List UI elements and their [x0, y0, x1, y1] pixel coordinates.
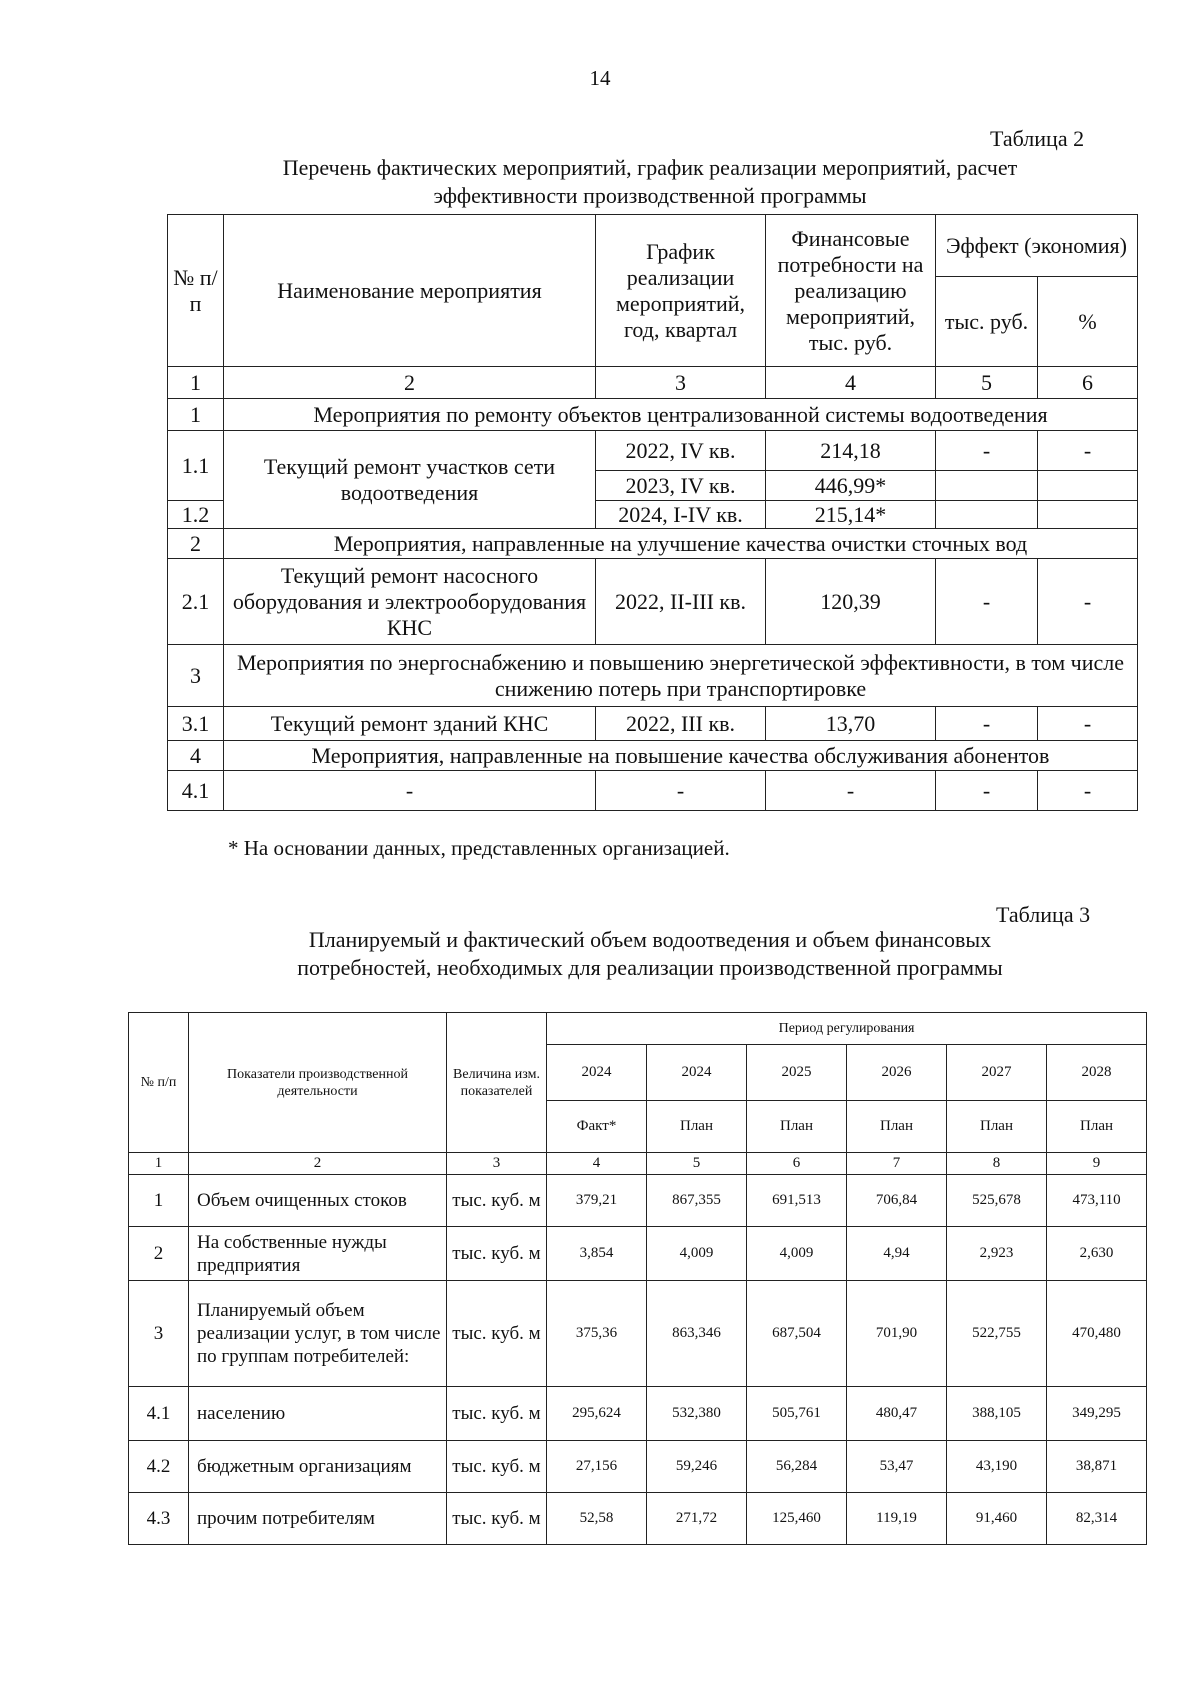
- t2-row-num: 2.1: [168, 559, 224, 645]
- t3-colnum: 7: [847, 1153, 947, 1175]
- t3-row-unit: тыс. куб. м: [447, 1227, 547, 1281]
- t2-row-schedule: -: [596, 771, 766, 811]
- t3-row-value: 687,504: [747, 1281, 847, 1387]
- t3-row-value: 505,761: [747, 1387, 847, 1441]
- t2-section-num: 4: [168, 741, 224, 771]
- t2-header-num: № п/ п: [168, 215, 224, 367]
- t2-header-name: Наименование мероприятия: [224, 215, 596, 367]
- t3-row-unit: тыс. куб. м: [447, 1281, 547, 1387]
- t3-row-value: 4,009: [747, 1227, 847, 1281]
- t2-colnum: 5: [936, 367, 1038, 399]
- t2-header-effect-rub: тыс. руб.: [936, 277, 1038, 367]
- t3-colnum: 9: [1047, 1153, 1147, 1175]
- t3-row-value: 119,19: [847, 1493, 947, 1545]
- table2-title: [150, 154, 1150, 210]
- t2-row-finance: 214,18: [766, 431, 936, 471]
- t3-row-value: 863,346: [647, 1281, 747, 1387]
- t3-row-value: 59,246: [647, 1441, 747, 1493]
- t3-row-unit: тыс. куб. м: [447, 1441, 547, 1493]
- t2-header-finance: Финансовые потребности на реализацию мероприятий, тыс. руб.: [766, 215, 936, 367]
- t3-row-value: 379,21: [547, 1175, 647, 1227]
- table3-title-line2: потребностей, необходимых для реализации производственной программы: [297, 955, 1003, 980]
- t2-row-name: Текущий ремонт зданий КНС: [224, 707, 596, 741]
- t2-row-effect-pct: -: [1038, 431, 1138, 471]
- t3-row-unit: тыс. куб. м: [447, 1387, 547, 1441]
- t3-colnum: 1: [129, 1153, 189, 1175]
- t3-row-value: 125,460: [747, 1493, 847, 1545]
- t3-row-name: бюджетным организациям: [189, 1441, 447, 1493]
- t2-row-effect-rub: -: [936, 559, 1038, 645]
- t3-row-name: прочим потребителям: [189, 1493, 447, 1545]
- t3-row-value: 2,630: [1047, 1227, 1147, 1281]
- t2-colnum: 3: [596, 367, 766, 399]
- t2-colnum: 4: [766, 367, 936, 399]
- t2-section-num: 2: [168, 529, 224, 559]
- t3-row-value: 470,480: [1047, 1281, 1147, 1387]
- t3-row-num: 2: [129, 1227, 189, 1281]
- t3-colnum: 2: [189, 1153, 447, 1175]
- t3-row-value: 82,314: [1047, 1493, 1147, 1545]
- t2-row-num: 4.1: [168, 771, 224, 811]
- t3-header-year: 2028: [1047, 1045, 1147, 1101]
- t3-row-value: 56,284: [747, 1441, 847, 1493]
- t2-row-effect-pct: [1038, 501, 1138, 529]
- t3-row-value: 53,47: [847, 1441, 947, 1493]
- table3-label: Таблица 3: [996, 902, 1091, 927]
- t3-header-kind: План: [747, 1101, 847, 1153]
- t3-row-name: Планируемый объем реализации услуг, в том числе по группам потребителей:: [189, 1281, 447, 1387]
- t3-row-value: 295,624: [547, 1387, 647, 1441]
- t3-row-value: 4,94: [847, 1227, 947, 1281]
- t3-row-value: 27,156: [547, 1441, 647, 1493]
- t3-colnum: 6: [747, 1153, 847, 1175]
- t3-row-value: 473,110: [1047, 1175, 1147, 1227]
- t3-row-num: 4.3: [129, 1493, 189, 1545]
- t3-colnum: 4: [547, 1153, 647, 1175]
- t2-row-effect-rub: -: [936, 771, 1038, 811]
- t3-row-value: 522,755: [947, 1281, 1047, 1387]
- t3-row-name: На собственные нужды предприятия: [189, 1227, 447, 1281]
- t3-row-value: 2,923: [947, 1227, 1047, 1281]
- t2-row-effect-rub: -: [936, 707, 1038, 741]
- t2-row-finance: 215,14*: [766, 501, 936, 529]
- table2-title-line1: Перечень фактических мероприятий, график реализации мероприятий, расчет: [282, 155, 1018, 180]
- t2-header-schedule: График реализации мероприятий, год, квартал: [596, 215, 766, 367]
- t3-header-kind: План: [847, 1101, 947, 1153]
- t2-row-effect-pct: -: [1038, 559, 1138, 645]
- t2-section-title: Мероприятия по энергоснабжению и повышению энергетической эффективности, в том числе снижению потерь при транспортировке: [224, 645, 1138, 707]
- t2-section-title: Мероприятия, направленные на улучшение качества очистки сточных вод: [224, 529, 1138, 559]
- t3-row-value: 867,355: [647, 1175, 747, 1227]
- t3-row-value: 3,854: [547, 1227, 647, 1281]
- t2-row-num: 3.1: [168, 707, 224, 741]
- t2-row-schedule: 2022, IV кв.: [596, 431, 766, 471]
- t2-row-name: Текущий ремонт участков сети водоотведения: [224, 431, 596, 529]
- t3-row-num: 3: [129, 1281, 189, 1387]
- table3-title: [150, 926, 1150, 982]
- t2-row-finance: 446,99*: [766, 471, 936, 501]
- t3-row-value: 388,105: [947, 1387, 1047, 1441]
- t3-row-value: 480,47: [847, 1387, 947, 1441]
- t3-row-value: 91,460: [947, 1493, 1047, 1545]
- t3-header-period: Период регулирования: [547, 1013, 1147, 1045]
- t2-row-schedule: 2023, IV кв.: [596, 471, 766, 501]
- t3-row-value: 4,009: [647, 1227, 747, 1281]
- t2-section-num: 3: [168, 645, 224, 707]
- t2-row-effect-pct: -: [1038, 771, 1138, 811]
- t3-row-value: 706,84: [847, 1175, 947, 1227]
- t3-row-unit: тыс. куб. м: [447, 1493, 547, 1545]
- t3-row-value: 701,90: [847, 1281, 947, 1387]
- t2-row-effect-rub: [936, 471, 1038, 501]
- t3-row-name: населению: [189, 1387, 447, 1441]
- t2-row-name: -: [224, 771, 596, 811]
- t2-header-effect-pct: %: [1038, 277, 1138, 367]
- t3-header-year: 2027: [947, 1045, 1047, 1101]
- t3-colnum: 8: [947, 1153, 1047, 1175]
- t3-row-value: 38,871: [1047, 1441, 1147, 1493]
- t2-row-effect-pct: [1038, 471, 1138, 501]
- t3-header-kind: План: [647, 1101, 747, 1153]
- t2-row-name: Текущий ремонт насосного оборудования и электрооборудования КНС: [224, 559, 596, 645]
- t3-colnum: 3: [447, 1153, 547, 1175]
- t2-row-effect-pct: -: [1038, 707, 1138, 741]
- t2-colnum: 2: [224, 367, 596, 399]
- t2-row-effect-rub: [936, 501, 1038, 529]
- t3-header-kind: Факт*: [547, 1101, 647, 1153]
- t3-header-year: 2024: [547, 1045, 647, 1101]
- t3-header-year: 2025: [747, 1045, 847, 1101]
- table2: [167, 214, 1138, 811]
- t2-row-schedule: 2024, I-IV кв.: [596, 501, 766, 529]
- t3-header-year: 2024: [647, 1045, 747, 1101]
- t3-row-value: 375,36: [547, 1281, 647, 1387]
- t2-row-schedule: 2022, III кв.: [596, 707, 766, 741]
- t3-header-indicators: Показатели производственной деятельности: [189, 1013, 447, 1153]
- table2-title-line2: эффективности производственной программы: [433, 183, 867, 208]
- table3-title-line1: Планируемый и фактический объем водоотведения и объем финансовых: [308, 927, 992, 952]
- page-number: 14: [589, 66, 611, 90]
- t3-header-kind: План: [947, 1101, 1047, 1153]
- t2-section-num: 1: [168, 399, 224, 431]
- t3-row-num: 4.2: [129, 1441, 189, 1493]
- t2-header-effect: Эффект (экономия): [936, 215, 1138, 277]
- t3-row-value: 43,190: [947, 1441, 1047, 1493]
- t2-row-finance: -: [766, 771, 936, 811]
- t3-header-unit: Величина изм. показателей: [447, 1013, 547, 1153]
- t2-row-finance: 13,70: [766, 707, 936, 741]
- t3-row-value: 691,513: [747, 1175, 847, 1227]
- t3-row-num: 1: [129, 1175, 189, 1227]
- t2-section-title: Мероприятия по ремонту объектов централизованной системы водоотведения: [224, 399, 1138, 431]
- t2-row-effect-rub: -: [936, 431, 1038, 471]
- t3-header-year: 2026: [847, 1045, 947, 1101]
- table2-label: Таблица 2: [990, 126, 1085, 151]
- t2-colnum: 6: [1038, 367, 1138, 399]
- t2-row-num: 1.1: [168, 431, 224, 501]
- t3-row-num: 4.1: [129, 1387, 189, 1441]
- t3-row-name: Объем очищенных стоков: [189, 1175, 447, 1227]
- t3-row-value: 349,295: [1047, 1387, 1147, 1441]
- t3-header-num: № п/п: [129, 1013, 189, 1153]
- t2-row-schedule: 2022, II-III кв.: [596, 559, 766, 645]
- t2-row-num: 1.2: [168, 501, 224, 529]
- t2-section-title: Мероприятия, направленные на повышение качества обслуживания абонентов: [224, 741, 1138, 771]
- t3-row-value: 52,58: [547, 1493, 647, 1545]
- t3-row-value: 271,72: [647, 1493, 747, 1545]
- t3-colnum: 5: [647, 1153, 747, 1175]
- table3: [128, 1012, 1147, 1545]
- t2-colnum: 1: [168, 367, 224, 399]
- t3-row-value: 525,678: [947, 1175, 1047, 1227]
- t3-row-value: 532,380: [647, 1387, 747, 1441]
- t3-header-kind: План: [1047, 1101, 1147, 1153]
- t3-row-unit: тыс. куб. м: [447, 1175, 547, 1227]
- table2-footnote: * На основании данных, представленных организацией.: [228, 836, 730, 860]
- t2-row-finance: 120,39: [766, 559, 936, 645]
